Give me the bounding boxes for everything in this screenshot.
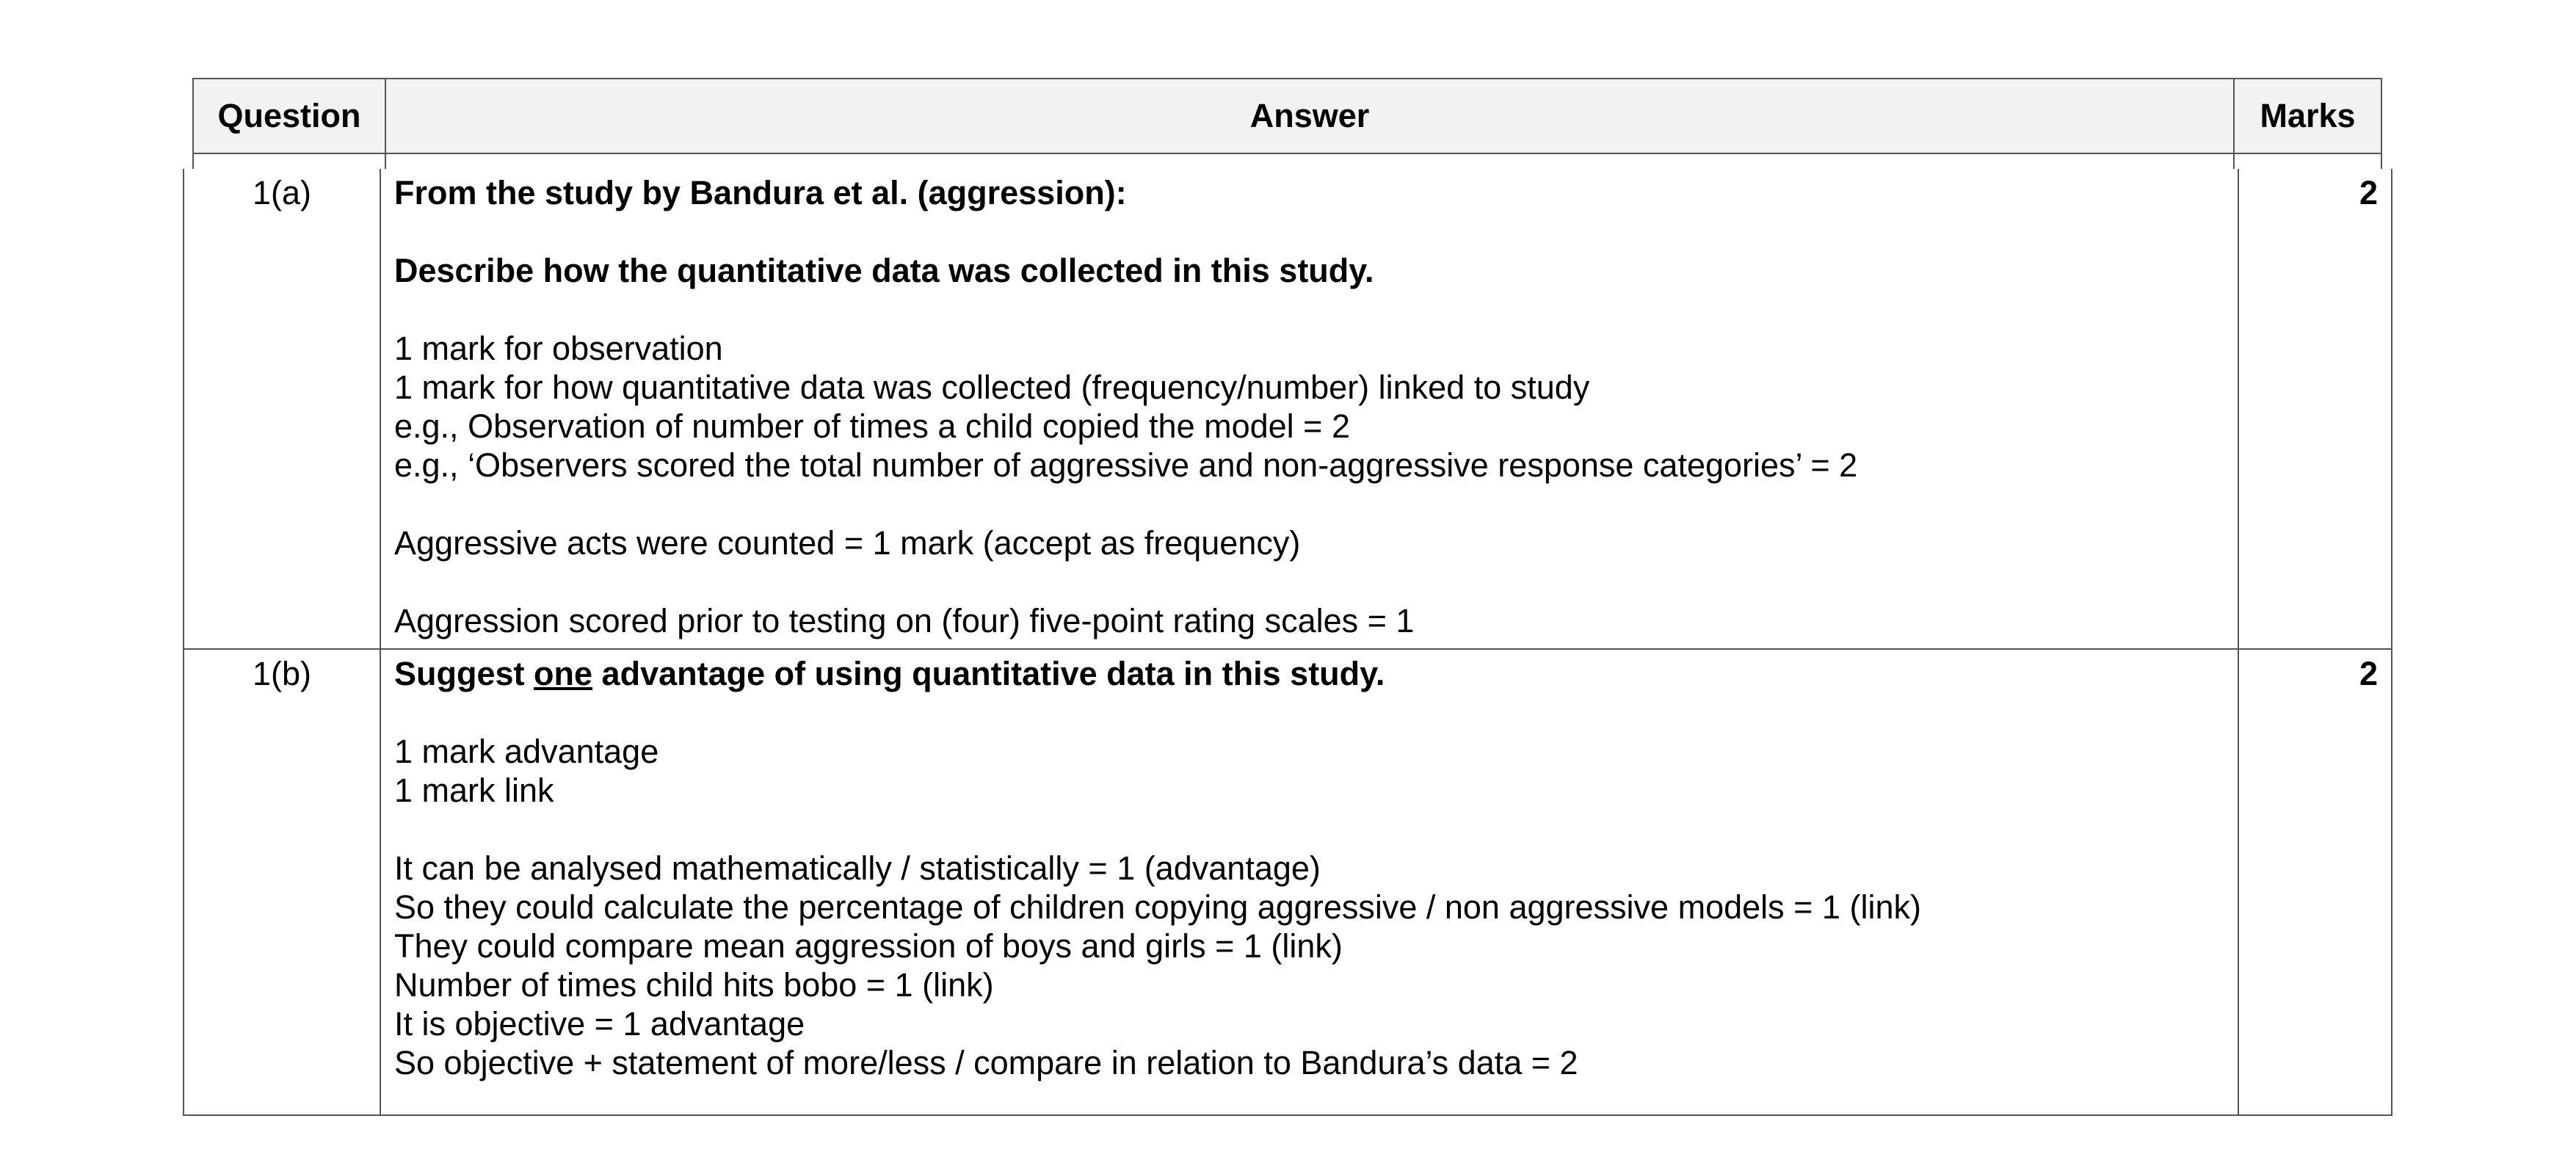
answer-line: 1 mark link (394, 772, 554, 809)
answer-prompt: From the study by Bandura et al. (aggression): (394, 174, 1127, 211)
answer-prompt (394, 654, 2238, 693)
question-number: 1(b) (184, 650, 381, 1114)
table-row (184, 169, 2391, 650)
answer-line: e.g., ‘Observers scored the total number of aggressive and non-aggressive response categories’ = 2 (394, 446, 1858, 484)
answer-line: Number of times child hits bobo = 1 (link) (394, 966, 994, 1004)
answer-line: Aggressive acts were counted = 1 mark (accept as frequency) (394, 524, 1301, 562)
answer-line: 1 mark advantage (394, 733, 659, 770)
answer-line: Aggression scored prior to testing on (four) five-point rating scales = 1 (394, 602, 1415, 639)
header-marks: Marks (2260, 97, 2356, 134)
prompt-text: advantage of using quantitative data in this study. (592, 655, 1385, 692)
table-row (184, 650, 2391, 1114)
answer-prompt: Describe how the quantitative data was collected in this study. (394, 252, 1374, 289)
table-divider (192, 154, 194, 169)
table-header (192, 78, 2382, 154)
answer-line: e.g., Observation of number of times a child copied the model = 2 (394, 407, 1350, 445)
header-question: Question (194, 79, 386, 153)
answer-line: It is objective = 1 advantage (394, 1005, 805, 1043)
question-number: 1(a) (184, 169, 381, 648)
answer-line: So objective + statement of more/less / compare in relation to Bandura’s data = 2 (394, 1044, 1578, 1081)
marks-value: 2 (2359, 655, 2378, 692)
table-divider (2381, 154, 2382, 169)
table-divider (385, 154, 386, 169)
answer-line: So they could calculate the percentage of children copying aggressive / non aggressive models = 1 (link) (394, 888, 1921, 926)
marks-value: 2 (2359, 174, 2378, 211)
prompt-text: Suggest (394, 655, 534, 692)
answer-cell (381, 169, 2239, 648)
header-answer: Answer (386, 79, 2235, 153)
answer-line: 1 mark for observation (394, 330, 723, 367)
answer-line: 1 mark for how quantitative data was collected (frequency/number) linked to study (394, 369, 1590, 406)
answer-line: It can be analysed mathematically / statistically = 1 (advantage) (394, 849, 1321, 887)
prompt-underlined-word: one (534, 655, 593, 692)
mark-scheme-table (183, 169, 2392, 1116)
table-divider (2233, 154, 2235, 169)
answer-line: They could compare mean aggression of boys and girls = 1 (link) (394, 927, 1343, 965)
answer-cell (381, 650, 2239, 1114)
